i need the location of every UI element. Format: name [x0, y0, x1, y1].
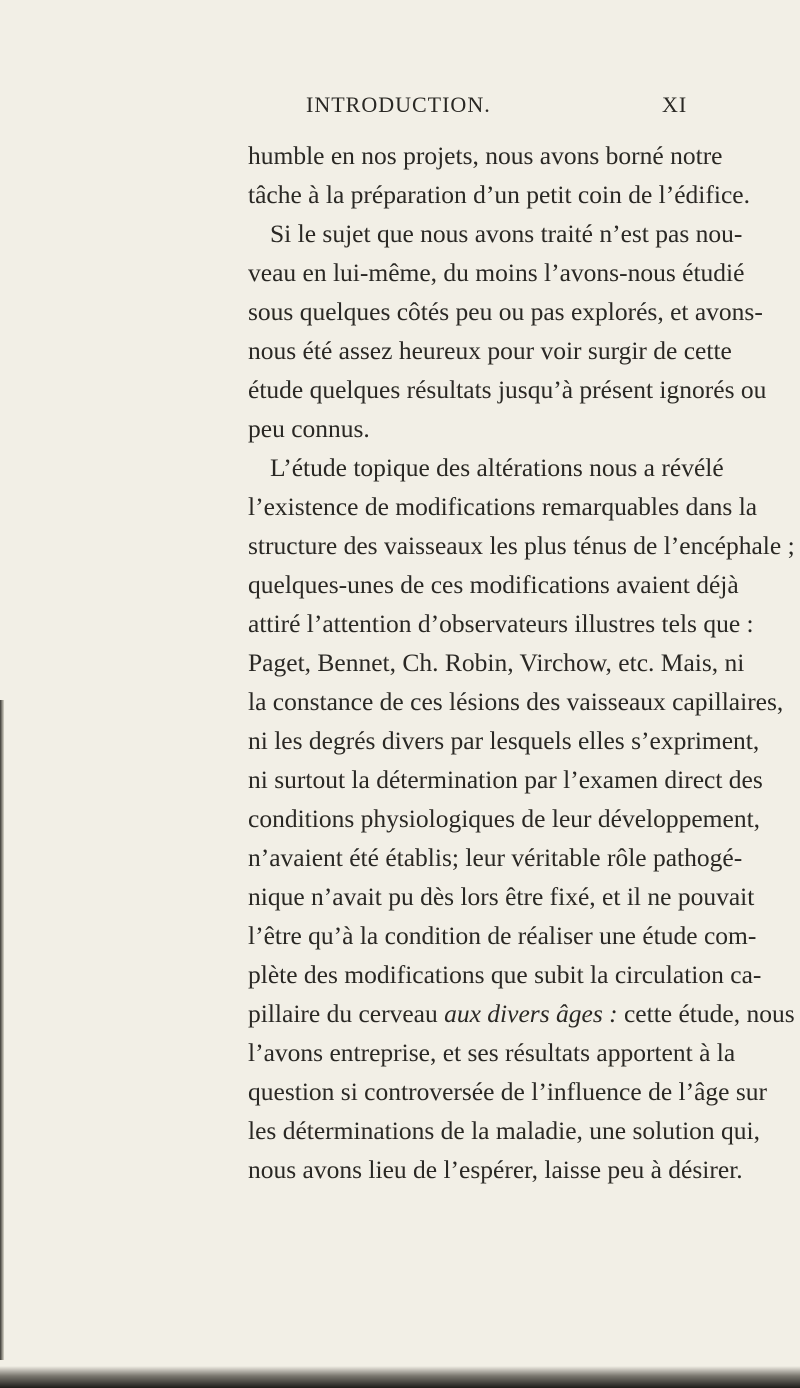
text-line: peu connus. — [248, 414, 370, 443]
text-line: étude quelques résultats jusqu’à présent ignorés ou — [248, 375, 767, 404]
text-line: structure des vaisseaux les plus ténus de l’encéphale ; — [248, 531, 795, 560]
text-line: la constance de ces lésions des vaisseaux capillaires, — [248, 687, 784, 716]
text-line: l’être qu’à la condition de réaliser une étude com- — [248, 921, 757, 950]
text-line: plète des modifications que subit la circulation ca- — [248, 960, 762, 989]
running-title: INTRODUCTION. — [306, 92, 491, 117]
text-line: tâche à la préparation d’un petit coin de l’édifice. — [248, 180, 750, 209]
text-line: nous avons lieu de l’espérer, laisse peu à désirer. — [248, 1155, 743, 1184]
text-line: quelques-unes de ces modifications avaient déjà — [248, 570, 739, 599]
scan-bottom-edge — [0, 1366, 800, 1388]
text-line: attiré l’attention d’observateurs illustres tels que : — [248, 609, 754, 638]
text-line: les déterminations de la maladie, une solution qui, — [248, 1116, 761, 1145]
page-edge-shadow — [0, 700, 4, 1360]
text-segment: cette étude, nous — [617, 999, 795, 1028]
text-line: Si le sujet que nous avons traité n’est pas nou- — [270, 219, 743, 248]
italic-phrase: aux divers âges : — [444, 999, 618, 1028]
text-line: humble en nos projets, nous avons borné notre — [248, 141, 723, 170]
text-line: Paget, Bennet, Ch. Robin, Virchow, etc. Mais, ni — [248, 648, 745, 677]
text-line: sous quelques côtés peu ou pas explorés, et avons- — [248, 297, 763, 326]
page-number: XI — [662, 92, 688, 117]
running-head — [0, 92, 800, 122]
text-line: n’avaient été établis; leur véritable rôle pathogé- — [248, 843, 743, 872]
text-line: l’existence de modifications remarquables dans la — [248, 492, 758, 521]
text-line-with-italic — [248, 994, 795, 1033]
text-line: L’étude topique des altérations nous a révélé — [270, 453, 724, 482]
text-line: l’avons entreprise, et ses résultats apportent à la — [248, 1038, 736, 1067]
text-line: ni les degrés divers par lesquels elles s’expriment, — [248, 726, 760, 755]
text-segment: pillaire du cerveau — [248, 999, 445, 1028]
text-line: ni surtout la détermination par l’examen direct des — [248, 765, 763, 794]
text-line: veau en lui-même, du moins l’avons-nous étudié — [248, 258, 745, 287]
text-line: nous été assez heureux pour voir surgir de cette — [248, 336, 732, 365]
text-line: question si controversée de l’influence de l’âge sur — [248, 1077, 768, 1106]
text-line: nique n’avait pu dès lors être fixé, et il ne pouvait — [248, 882, 755, 911]
body-text — [248, 136, 795, 1189]
text-line: conditions physiologiques de leur développement, — [248, 804, 761, 833]
